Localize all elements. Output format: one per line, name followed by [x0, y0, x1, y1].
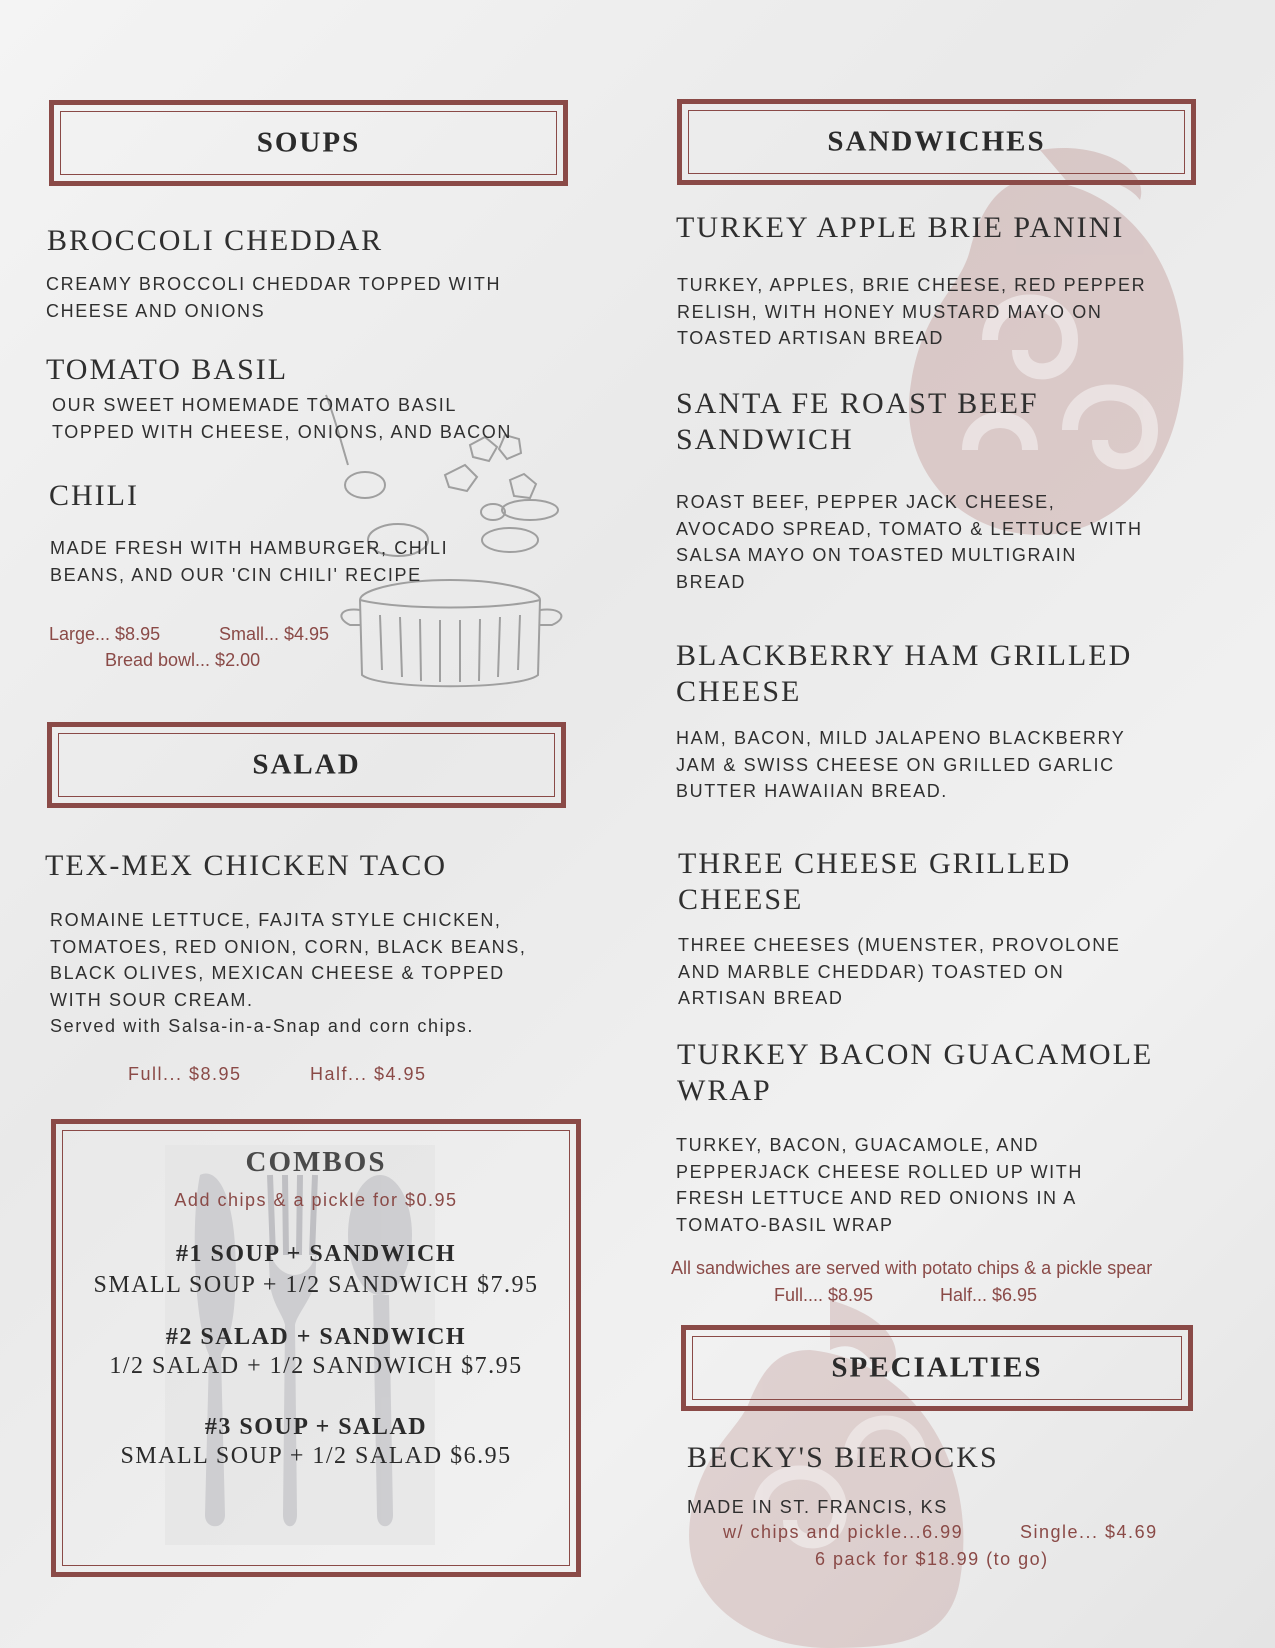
specialty-item-desc: MADE IN ST. FRANCIS, KS	[687, 1497, 948, 1517]
specialties-heading-box	[681, 1325, 1193, 1411]
specialty-item-title: BECKY'S BIEROCKS	[687, 1441, 999, 1474]
combo-detail: SMALL SOUP + 1/2 SANDWICH $7.95	[93, 1272, 539, 1298]
specialty-price-six-pack: 6 pack for $18.99 (to go)	[815, 1549, 1049, 1569]
sandwich-item-desc: TURKEY, APPLES, BRIE CHEESE, RED PEPPER RELISH, WITH HONEY MUSTARD MAYO ON TOASTED ARTISAN BREAD	[677, 275, 1147, 348]
salad-price-half: Half... $4.95	[310, 1064, 427, 1084]
soup-price-bread-bowl: Bread bowl... $2.00	[105, 650, 261, 670]
soup-item-desc: CREAMY BROCCOLI CHEDDAR TOPPED WITH CHEESE AND ONIONS	[46, 274, 502, 321]
soup-item-title: CHILI	[49, 479, 139, 512]
sandwich-note: All sandwiches are served with potato chips & a pickle spear	[671, 1258, 1153, 1278]
combos-heading: COMBOS	[245, 1146, 387, 1178]
soup-price-small: Small... $4.95	[219, 624, 330, 644]
soups-heading: SOUPS	[256, 126, 361, 159]
salad-heading: SALAD	[252, 748, 361, 781]
combos-subtitle: Add chips & a pickle for $0.95	[174, 1190, 458, 1210]
specialties-heading: SPECIALTIES	[831, 1351, 1043, 1384]
sandwich-price-half: Half... $6.95	[940, 1285, 1038, 1305]
combo-title: #2 SALAD + SANDWICH	[165, 1324, 467, 1350]
sandwich-price-full: Full.... $8.95	[774, 1285, 874, 1305]
combo-title: #3 SOUP + SALAD	[204, 1414, 428, 1440]
soup-item-desc: OUR SWEET HOMEMADE TOMATO BASIL TOPPED WITH CHEESE, ONIONS, AND BACON	[52, 395, 512, 442]
sandwiches-heading: SANDWICHES	[827, 125, 1046, 158]
sandwich-item-title: THREE CHEESE GRILLED CHEESE	[678, 847, 1072, 916]
sandwich-item-title: TURKEY APPLE BRIE PANINI	[676, 211, 1125, 244]
soup-item-title: BROCCOLI CHEDDAR	[47, 224, 384, 257]
salad-price-full: Full... $8.95	[128, 1064, 242, 1084]
combos-box	[51, 1119, 581, 1577]
sandwich-item-title: TURKEY BACON GUACAMOLE WRAP	[677, 1038, 1154, 1107]
salad-heading-box	[47, 722, 566, 808]
soups-heading-box	[49, 100, 568, 186]
sandwich-item-title: SANTA FE ROAST BEEF SANDWICH	[676, 387, 1039, 456]
sandwich-item-desc: THREE CHEESES (MUENSTER, PROVOLONE AND MARBLE CHEDDAR) TOASTED ON ARTISAN BREAD	[678, 935, 1121, 1008]
sandwich-item-title: BLACKBERRY HAM GRILLED CHEESE	[676, 639, 1133, 708]
sandwich-item-desc: ROAST BEEF, PEPPER JACK CHEESE, AVOCADO SPREAD, TOMATO & LETTUCE WITH SALSA MAYO ON TOASTED MULTIGRAIN BREAD	[676, 492, 1143, 592]
sandwich-item-desc: HAM, BACON, MILD JALAPENO BLACKBERRY JAM & SWISS CHEESE ON GRILLED GARLIC BUTTER HAWAIIAN BREAD.	[676, 728, 1126, 801]
soup-item-desc: MADE FRESH WITH HAMBURGER, CHILI BEANS, AND OUR 'CIN CHILI' RECIPE	[50, 538, 449, 585]
salad-item-title: TEX-MEX CHICKEN TACO	[45, 849, 448, 882]
combo-detail: 1/2 SALAD + 1/2 SANDWICH $7.95	[109, 1353, 523, 1379]
sandwiches-heading-box	[677, 99, 1196, 185]
soup-item-title: TOMATO BASIL	[46, 353, 289, 386]
specialty-price-with-chips: w/ chips and pickle...6.99	[723, 1522, 964, 1542]
salad-item-desc: ROMAINE LETTUCE, FAJITA STYLE CHICKEN, TOMATOES, RED ONION, CORN, BLACK BEANS, BLACK OLIVES, MEXICAN CHEESE & TOPPED WITH SOUR CREAM. Served with Salsa-in-a-Snap and corn chips.	[50, 910, 527, 1036]
soup-price-large: Large... $8.95	[49, 624, 161, 644]
specialty-price-single: Single... $4.69	[1020, 1522, 1158, 1542]
sandwich-item-desc: TURKEY, BACON, GUACAMOLE, AND PEPPERJACK CHEESE ROLLED UP WITH FRESH LETTUCE AND RED ONIONS IN A TOMATO-BASIL WRAP	[676, 1135, 1083, 1235]
combo-detail: SMALL SOUP + 1/2 SALAD $6.95	[120, 1443, 512, 1469]
combo-title: #1 SOUP + SANDWICH	[175, 1241, 457, 1267]
